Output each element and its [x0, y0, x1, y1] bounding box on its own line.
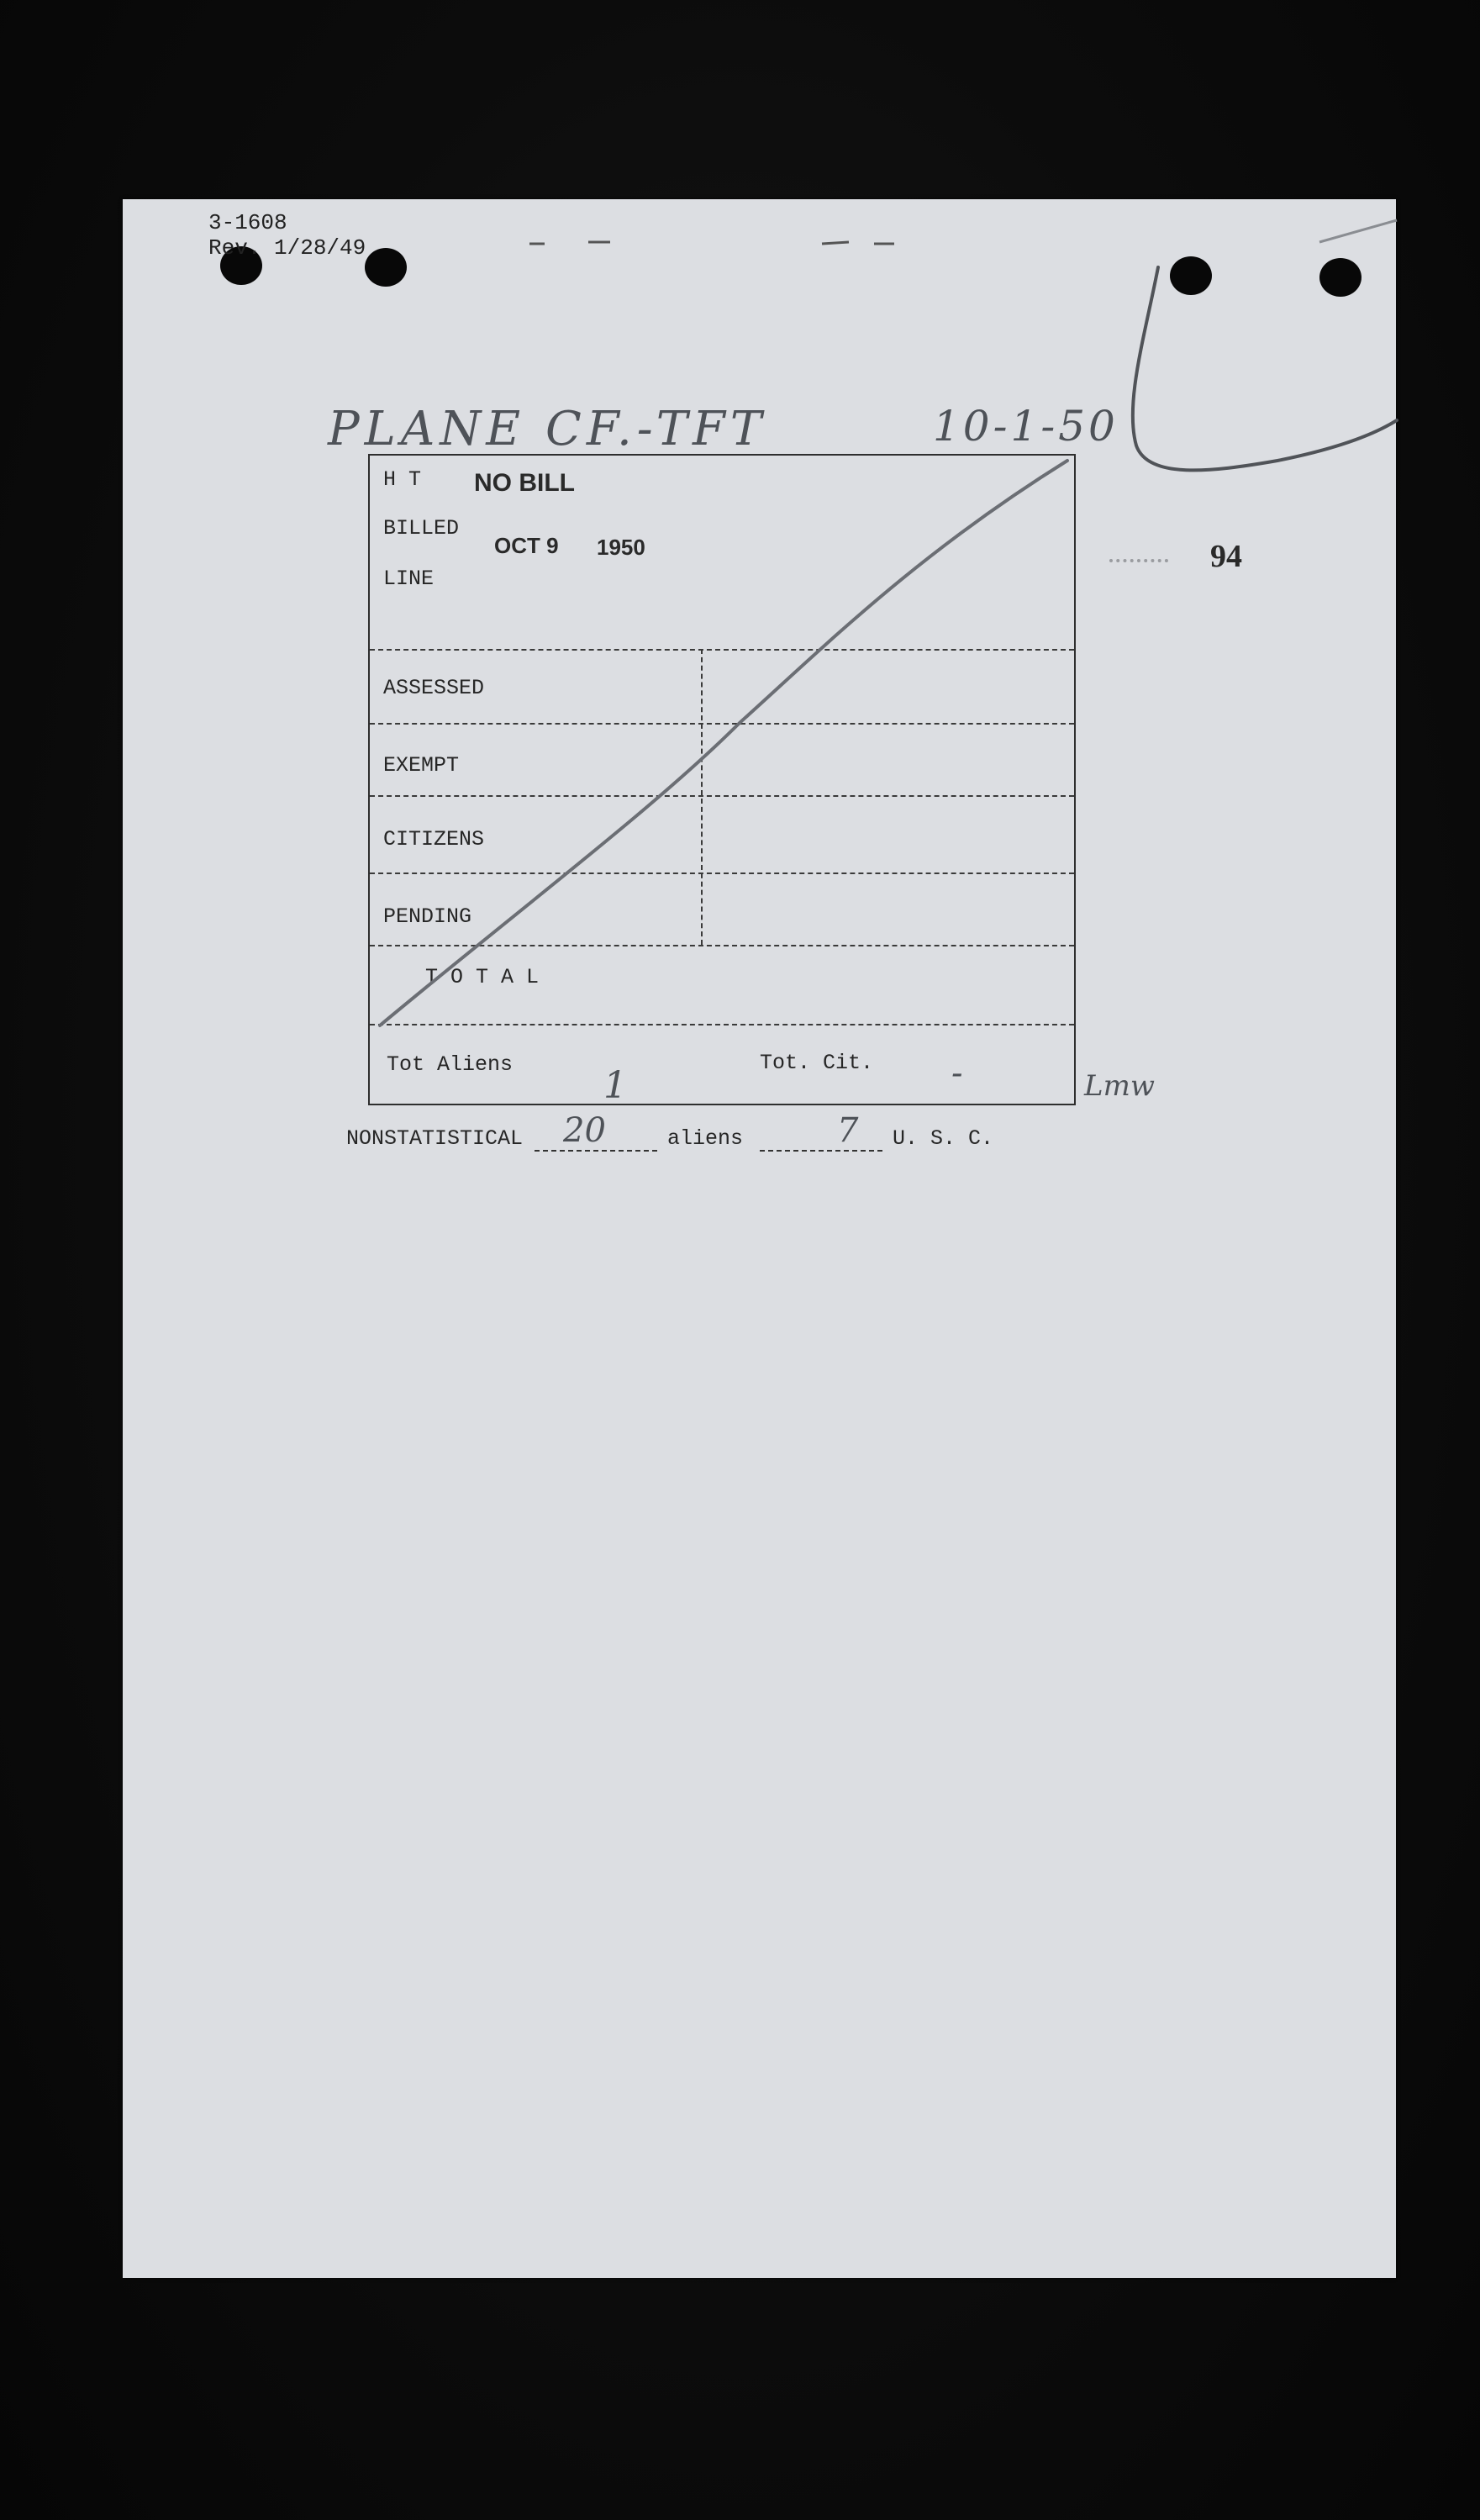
- form-number: 3-1608: [208, 210, 287, 235]
- handwritten-initials: Lmw: [1084, 1069, 1155, 1103]
- page-number-stamp: 94: [1210, 539, 1242, 574]
- tot-aliens-label: Tot Aliens: [387, 1052, 514, 1077]
- tot-cit-label: Tot. Cit.: [760, 1051, 874, 1075]
- row-label-assessed: ASSESSED: [383, 676, 485, 700]
- nonstat-aliens-count: 20: [563, 1111, 606, 1150]
- label-billed: BILLED: [383, 516, 460, 540]
- nonstat-aliens-label: aliens: [667, 1126, 744, 1151]
- row-label-citizens: CITIZENS: [383, 827, 485, 851]
- date-stamp-year: 1950: [597, 535, 645, 560]
- label-line: LINE: [383, 567, 435, 591]
- margin-stroke: [1319, 220, 1397, 242]
- tot-aliens-value: 1: [603, 1064, 627, 1107]
- tot-cit-value: -: [951, 1054, 963, 1093]
- form-revision: Rev. 1/28/49: [208, 235, 366, 261]
- nonstat-usc-count: 7: [837, 1111, 859, 1150]
- handwritten-vessel: PLANE CF.-TFT: [328, 402, 767, 456]
- top-edge-specks: [529, 242, 894, 244]
- label-ht: H T: [383, 467, 422, 492]
- total-label: T O T A L: [425, 965, 540, 989]
- diagonal-cancel-line: [380, 461, 1067, 1025]
- nonstat-usc-label: U. S. C.: [893, 1126, 994, 1151]
- date-stamp-month-day: OCT 9: [494, 533, 559, 558]
- row-label-pending: PENDING: [383, 904, 472, 929]
- handwritten-date: 10-1-50: [933, 402, 1119, 451]
- margin-bracket-mark: [1133, 267, 1397, 470]
- nonstatistical-label: NONSTATISTICAL: [346, 1126, 524, 1151]
- row-label-exempt: EXEMPT: [383, 753, 460, 778]
- no-bill-stamp: NO BILL: [474, 469, 575, 497]
